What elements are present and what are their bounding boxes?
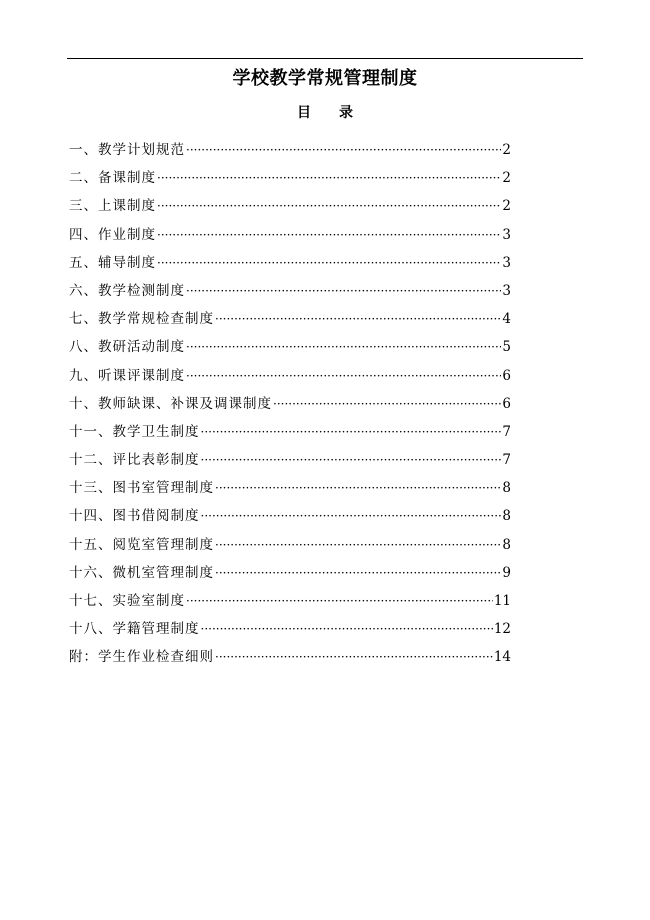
toc-entry-label: 十四、图书借阅制度 <box>69 508 200 525</box>
toc-leader <box>215 305 501 333</box>
toc-leader <box>201 418 502 446</box>
toc-leader <box>215 531 501 559</box>
toc-entry-label: 十一、教学卫生制度 <box>69 423 200 440</box>
toc-entry-label: 十六、微机室管理制度 <box>69 564 214 581</box>
toc-entry-page: 8 <box>502 536 511 553</box>
toc-entry-label: 十七、实验室制度 <box>69 593 185 609</box>
toc-entry[interactable] <box>69 559 519 587</box>
document-title: 学校教学常规管理制度 <box>232 68 418 89</box>
toc-leader <box>157 192 501 220</box>
toc-entry-label: 五、辅导制度 <box>69 254 156 271</box>
toc-entry[interactable] <box>69 362 519 390</box>
toc-entry[interactable] <box>69 164 519 192</box>
toc-leader <box>186 136 501 164</box>
toc-entry-page: 3 <box>502 282 511 299</box>
toc-entry[interactable] <box>69 305 519 333</box>
toc-leader <box>157 164 501 192</box>
toc-entry-label: 十五、阅览室管理制度 <box>69 536 214 553</box>
toc-entry-page: 11 <box>493 593 511 609</box>
toc-entry[interactable] <box>69 531 519 559</box>
toc-entry[interactable] <box>69 587 519 615</box>
toc-entry[interactable] <box>69 502 519 530</box>
toc-leader <box>215 559 501 587</box>
toc-heading-left: 目 <box>297 105 311 121</box>
toc-entry-page: 8 <box>502 508 511 525</box>
toc-entry-page: 9 <box>502 564 511 581</box>
toc-heading <box>0 102 650 124</box>
toc-entry-page: 6 <box>502 395 511 412</box>
toc-leader <box>215 643 493 671</box>
toc-leader <box>201 502 502 530</box>
toc-entry-label: 一、教学计划规范 <box>69 142 185 158</box>
toc-entry-page: 6 <box>502 367 511 384</box>
toc-heading-right: 录 <box>339 105 353 121</box>
toc-entry-label: 四、作业制度 <box>69 226 156 243</box>
toc-entry-page: 12 <box>493 621 511 638</box>
toc-entry-label: 六、教学检测制度 <box>69 282 185 299</box>
toc-entry[interactable] <box>69 136 519 164</box>
toc-entry-label: 二、备课制度 <box>69 170 156 187</box>
toc-leader <box>273 390 501 418</box>
toc-entry-page: 14 <box>493 649 511 666</box>
toc-leader <box>157 249 501 277</box>
toc-entry[interactable] <box>69 192 519 220</box>
header-rule <box>67 58 583 59</box>
toc-entry[interactable] <box>69 249 519 277</box>
toc-leader <box>186 333 501 361</box>
toc-leader <box>186 362 501 390</box>
toc-entry-label: 附：学生作业检查细则 <box>69 649 214 666</box>
toc-entry-page: 3 <box>502 254 511 271</box>
toc-entry-page: 3 <box>502 226 511 243</box>
toc-leader <box>215 474 501 502</box>
toc-entry-page: 7 <box>502 452 511 469</box>
toc-entry-page: 2 <box>502 142 511 158</box>
toc-entry-label: 三、上课制度 <box>69 198 156 215</box>
toc-leader <box>201 446 502 474</box>
toc-entry-page: 8 <box>502 480 511 497</box>
toc-entry-page: 7 <box>502 423 511 440</box>
toc-entry-page: 4 <box>502 311 511 328</box>
toc-entry-label: 九、听课评课制度 <box>69 367 185 384</box>
toc-entry-label: 十八、学籍管理制度 <box>69 621 200 638</box>
toc-entry[interactable] <box>69 474 519 502</box>
toc-entry-label: 八、教研活动制度 <box>69 339 185 356</box>
toc-entry-page: 5 <box>502 339 511 356</box>
toc-entry[interactable] <box>69 446 519 474</box>
toc-entry[interactable] <box>69 333 519 361</box>
toc-entry[interactable] <box>69 221 519 249</box>
toc-entry-label: 七、教学常规检查制度 <box>69 311 214 328</box>
toc-entry[interactable] <box>69 418 519 446</box>
toc-leader <box>157 221 501 249</box>
table-of-contents <box>69 136 519 672</box>
toc-entry-page: 2 <box>502 198 511 215</box>
toc-entry-label: 十三、图书室管理制度 <box>69 480 214 497</box>
toc-entry[interactable] <box>69 615 519 643</box>
toc-entry-label: 十二、评比表彰制度 <box>69 452 200 469</box>
toc-entry[interactable] <box>69 277 519 305</box>
toc-leader <box>186 277 501 305</box>
toc-entry-page: 2 <box>502 170 511 187</box>
toc-leader <box>186 587 493 615</box>
toc-entry-label: 十、教师缺课、补课及调课制度 <box>69 395 272 412</box>
toc-entry[interactable] <box>69 390 519 418</box>
toc-entry[interactable] <box>69 643 519 671</box>
toc-leader <box>201 615 493 643</box>
